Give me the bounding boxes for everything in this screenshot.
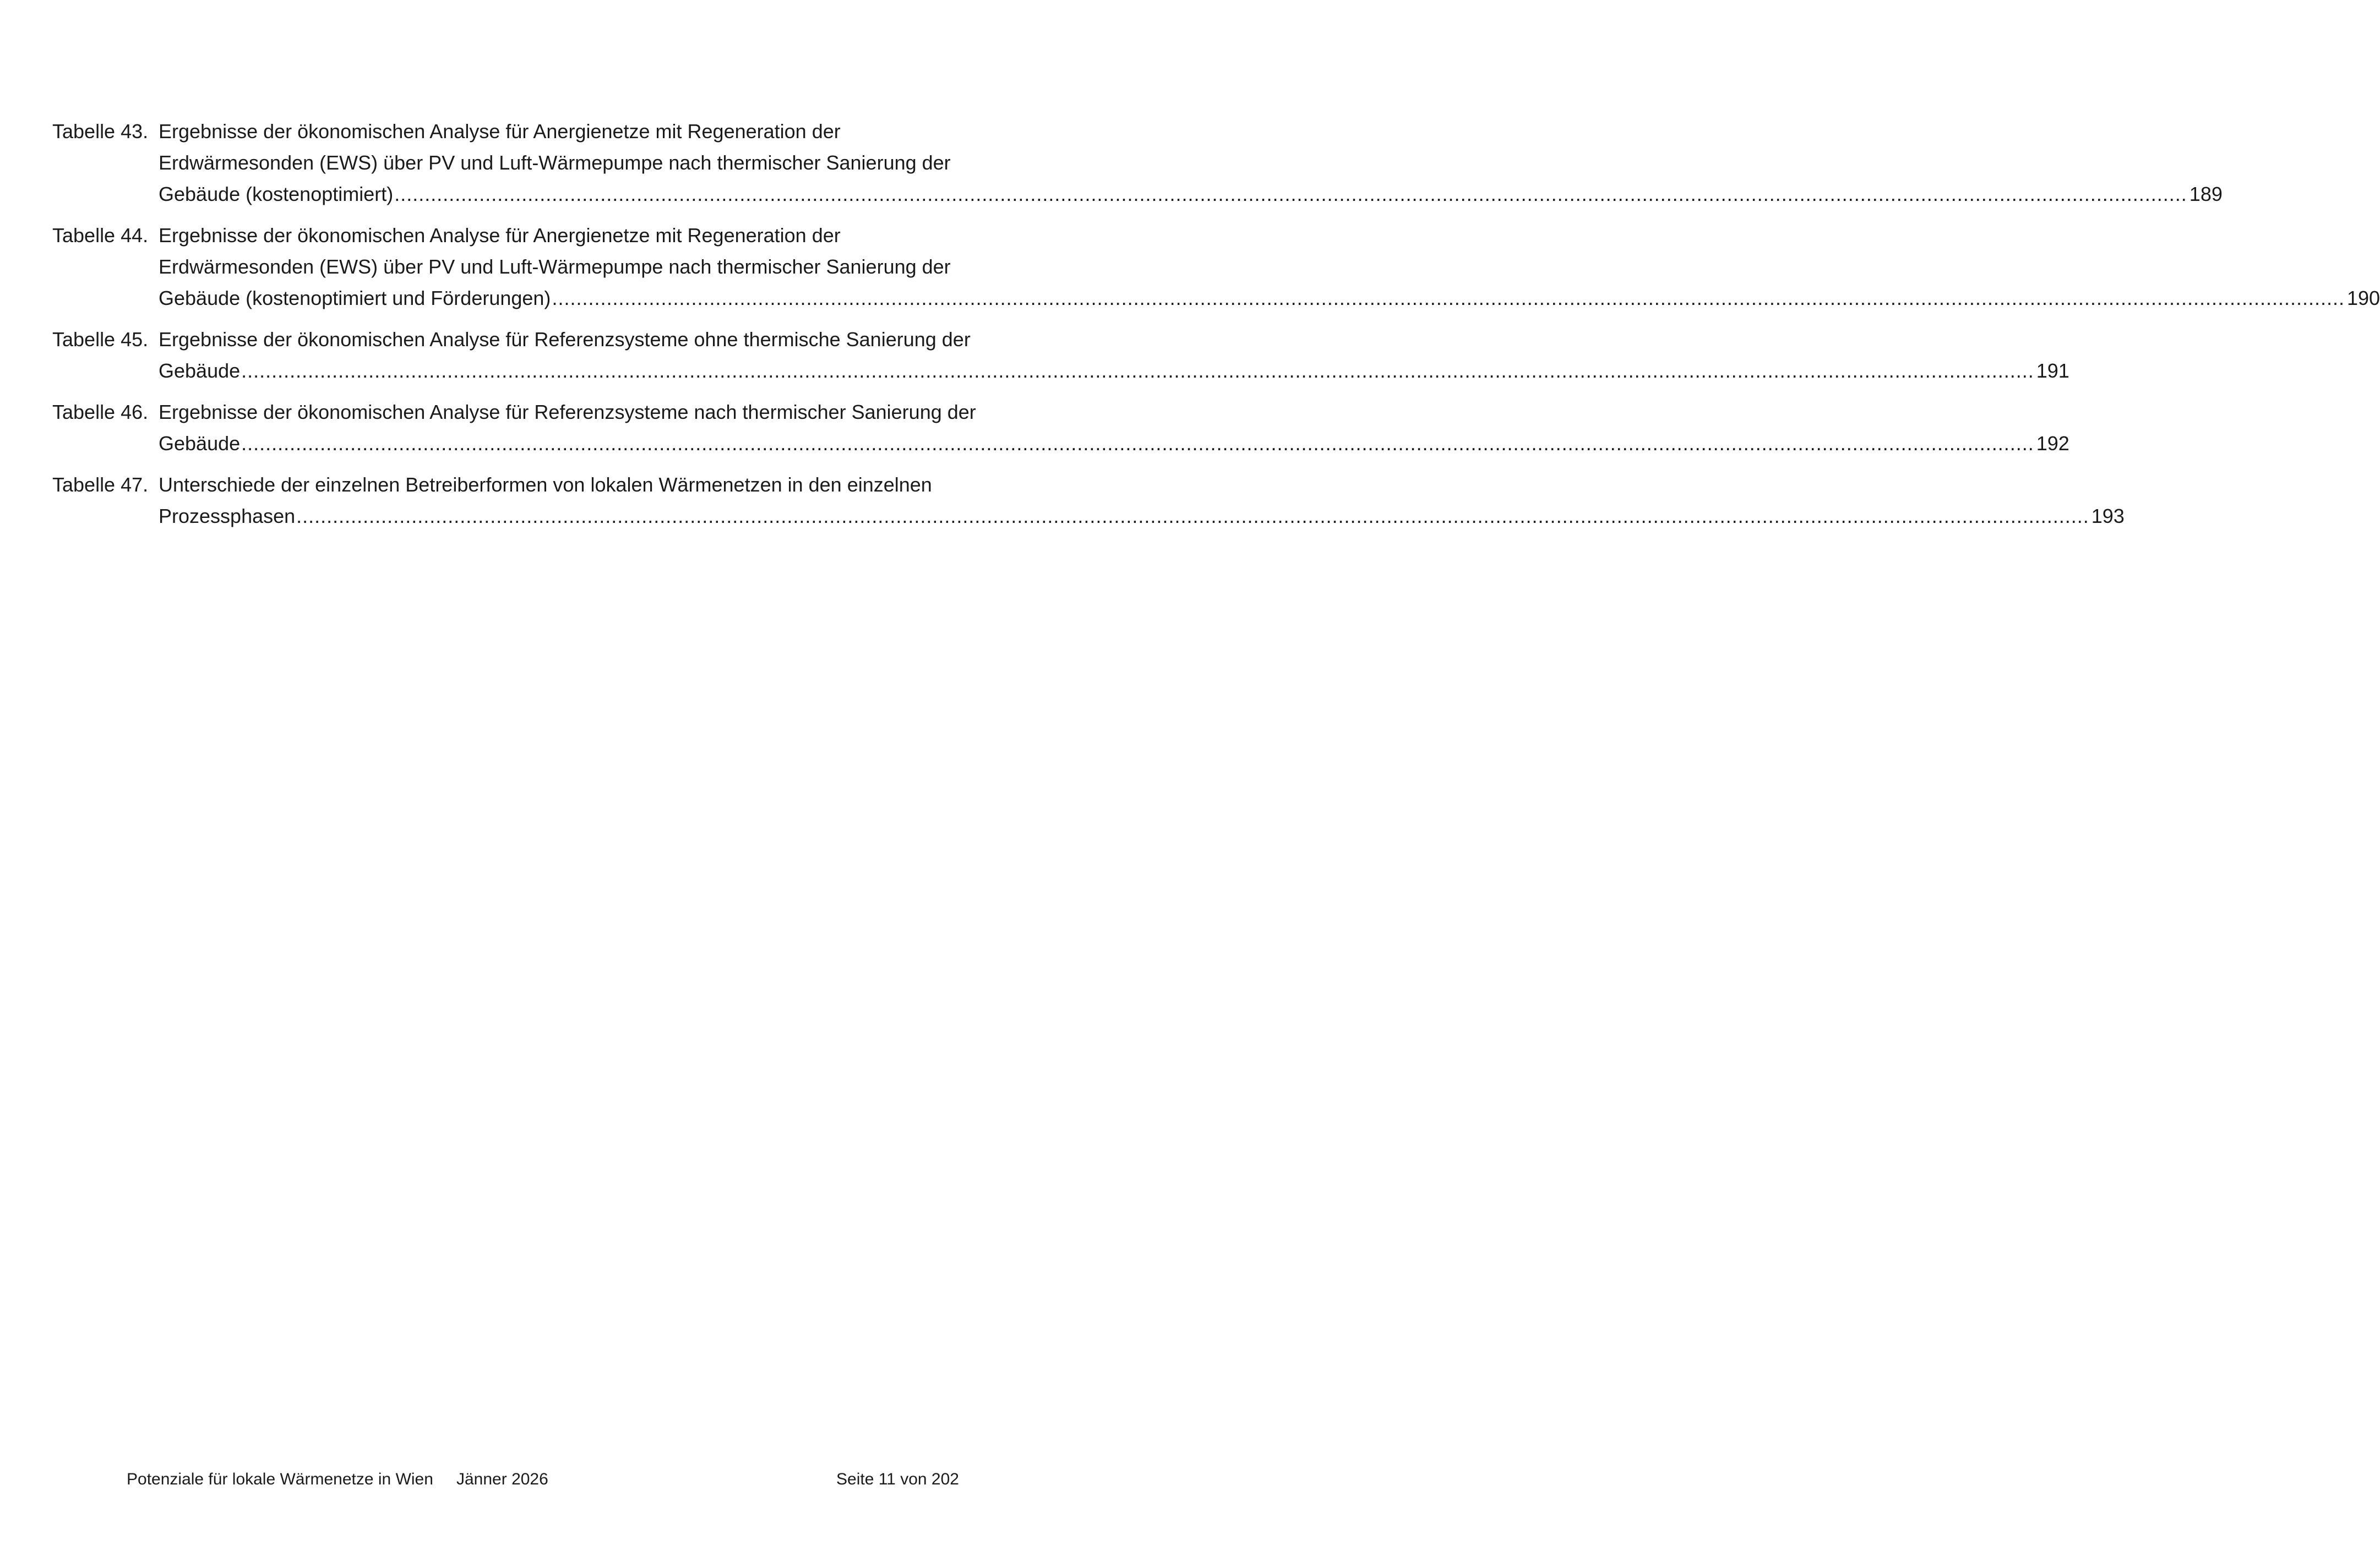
entry-body — [159, 220, 2380, 314]
entry-title-line: Gebäude — [159, 432, 241, 455]
entry-title-line: Ergebnisse der ökonomischen Analyse für Anergienetze mit Regeneration der — [159, 120, 841, 143]
entry-title-line: Gebäude — [159, 359, 241, 382]
page-number[interactable]: 190 — [2347, 287, 2380, 309]
entry-title-line: Ergebnisse der ökonomischen Analyse für Anergienetze mit Regeneration der — [159, 224, 841, 247]
entry-label: Tabelle 44. — [52, 224, 149, 247]
dot-leader — [241, 355, 2034, 386]
entry-body — [159, 396, 2069, 459]
entry-title-line: Ergebnisse der ökonomischen Analyse für Referenzsysteme ohne thermische Sanierung der — [159, 328, 971, 351]
entry-body — [159, 469, 2125, 532]
entry-label: Tabelle 47. — [52, 473, 149, 496]
dot-leader — [241, 428, 2034, 459]
entry-last-line — [159, 178, 2223, 210]
entry-title-line: Erdwärmesonden (EWS) über PV und Luft-Wärmepumpe nach thermischer Sanierung der — [159, 151, 951, 174]
entry-title-line: Ergebnisse der ökonomischen Analyse für Referenzsysteme nach thermischer Sanierung der — [159, 401, 976, 423]
footer-date: Jänner 2026 — [456, 1470, 548, 1488]
entry-last-line — [159, 428, 2069, 459]
dot-leader — [394, 178, 2187, 210]
toc-entry-tabelle-46[interactable] — [52, 396, 2069, 459]
page-number[interactable]: 191 — [2036, 359, 2069, 382]
entry-title-line: Erdwärmesonden (EWS) über PV und Luft-Wärmepumpe nach thermischer Sanierung der — [159, 255, 951, 278]
dot-leader — [552, 282, 2345, 314]
entry-last-line — [159, 282, 2380, 314]
entry-title-line: Prozessphasen — [159, 505, 296, 527]
entry-last-line — [159, 500, 2125, 532]
entry-body — [159, 324, 2069, 386]
toc-entry-tabelle-45[interactable] — [52, 324, 2069, 386]
entry-body — [159, 116, 2223, 210]
toc-entry-tabelle-44[interactable] — [52, 220, 2380, 314]
page-number[interactable]: 189 — [2189, 183, 2223, 205]
entry-title-line: Gebäude (kostenoptimiert) — [159, 183, 394, 205]
page-number[interactable]: 193 — [2091, 505, 2125, 527]
list-of-tables — [52, 116, 2380, 542]
page-number[interactable]: 192 — [2036, 432, 2069, 455]
entry-title-line: Unterschiede der einzelnen Betreiberformen von lokalen Wärmenetzen in den einzelnen — [159, 473, 932, 496]
entry-title-line: Gebäude (kostenoptimiert und Förderungen) — [159, 287, 551, 309]
toc-entry-tabelle-47[interactable] — [52, 469, 2125, 532]
footer-page-number: Seite 11 von 202 — [836, 1470, 959, 1488]
entry-label: Tabelle 43. — [52, 120, 149, 143]
toc-entry-tabelle-43[interactable] — [52, 116, 2223, 210]
entry-label: Tabelle 46. — [52, 401, 149, 423]
entry-label: Tabelle 45. — [52, 328, 149, 351]
dot-leader — [296, 500, 2089, 532]
entry-last-line — [159, 355, 2069, 386]
footer-document-title: Potenziale für lokale Wärmenetze in Wien — [127, 1470, 433, 1488]
